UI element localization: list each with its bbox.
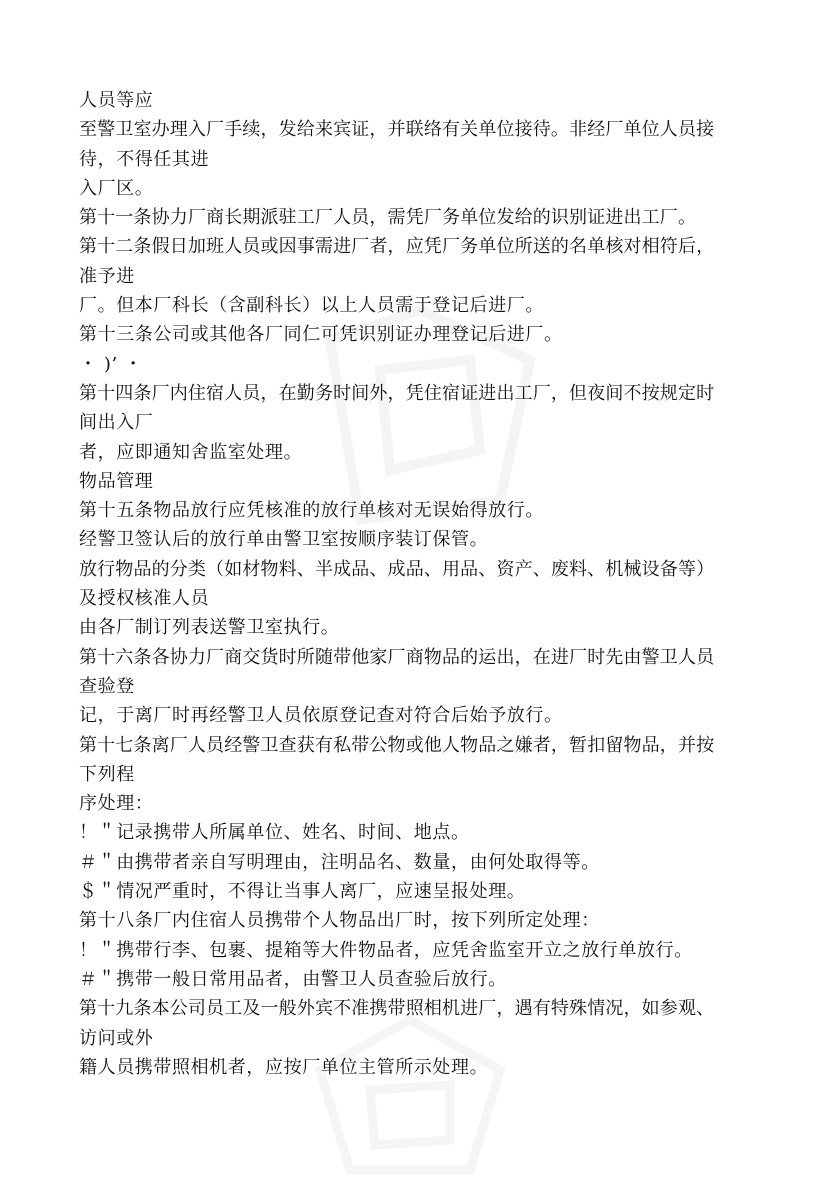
text-line: 第十二条假日加班人员或因事需进厂者，应凭厂务单位所送的名单核对相符后， [79, 236, 715, 258]
text-line: 第十六条各协力厂商交货时所随带他家厂商物品的运出，在进厂时先由警卫人员 [79, 646, 715, 668]
document-body [79, 86, 779, 1082]
text-line: 人员等应 [79, 90, 154, 111]
text-line: ＄＂情况严重时，不得让当事人离厂，应速呈报处理。 [79, 881, 526, 903]
text-line: 第十九条本公司员工及一般外宾不准携带照相机进厂，遇有特殊情况，如参观、 [79, 998, 715, 1020]
text-line: 由各厂制订列表送警卫室执行。 [79, 617, 340, 639]
text-line: ＃＂携带一般日常用品者，由警卫人员查验后放行。 [79, 968, 507, 990]
text-line: ・ )’ ・ [79, 353, 143, 375]
text-line: 者，应即通知舍监室处理。 [79, 441, 303, 463]
text-line: ！＂记录携带人所属单位、姓名、时间、地点。 [79, 822, 470, 844]
text-line: 间出入厂 [79, 412, 154, 434]
text-line: 厂。但本厂科长（含副科长）以上人员需于登记后进厂。 [79, 295, 544, 317]
section-heading: 物品管理 [79, 470, 154, 492]
text-line: 下列程 [79, 763, 135, 785]
text-line: 经警卫签认后的放行单由警卫室按顺序装订保管。 [79, 529, 489, 551]
text-line: 第十八条厂内住宿人员携带个人物品出厂时，按下列所定处理： [79, 910, 600, 932]
text-line: 第十三条公司或其他各厂同仁可凭识别证办理登记后进厂。 [79, 324, 563, 346]
text-line: ＃＂由携带者亲自写明理由，注明品名、数量，由何处取得等。 [79, 851, 600, 873]
text-line: 第十五条物品放行应凭核准的放行单核对无误始得放行。 [79, 500, 544, 522]
text-line: ！＂携带行李、包裹、提箱等大件物品者，应凭舍监室开立之放行单放行。 [79, 939, 693, 961]
text-line: 序处理： [79, 793, 154, 815]
text-line: 籍人员携带照相机者，应按厂单位主管所示处理。 [79, 1056, 489, 1078]
text-line: 放行物品的分类（如材物料、半成品、成品、用品、资产、废料、机械设备等） [79, 558, 715, 580]
text-line: 准予进 [79, 265, 135, 287]
text-line: 访问或外 [79, 1027, 154, 1049]
text-line: 及授权核准人员 [79, 588, 210, 610]
text-line: 至警卫室办理入厂手续，发给来宾证，并联络有关单位接待。非经厂单位人员接 [79, 119, 715, 141]
text-line: 第十七条离厂人员经警卫查获有私带公物或他人物品之嫌者，暂扣留物品，并按 [79, 734, 715, 756]
text-line: 入厂区。 [79, 177, 154, 199]
text-line: 第十四条厂内住宿人员，在勤务时间外，凭住宿证进出工厂，但夜间不按规定时 [79, 382, 715, 404]
text-line: 第十一条协力厂商长期派驻工厂人员，需凭厂务单位发给的识别证进出工厂。 [79, 207, 697, 229]
text-line: 待，不得任其进 [79, 148, 210, 170]
text-line: 查验登 [79, 675, 135, 697]
text-line: 记，于离厂时再经警卫人员依原登记查对符合后始予放行。 [79, 705, 563, 727]
